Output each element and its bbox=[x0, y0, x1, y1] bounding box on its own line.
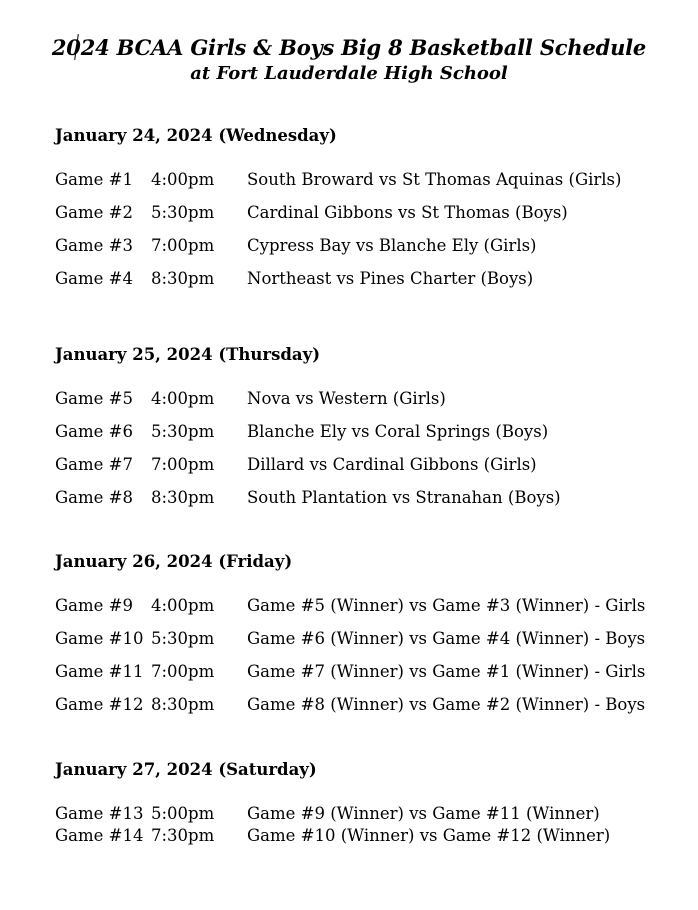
day-section-jan-25 bbox=[55, 344, 561, 520]
document-title: 2024 BCAA Girls & Boys Big 8 Basketball Schedule bbox=[51, 35, 647, 60]
game-list bbox=[55, 595, 646, 727]
day-header: January 26, 2024 (Friday) bbox=[55, 552, 293, 571]
game-row bbox=[55, 169, 622, 202]
game-row bbox=[55, 202, 568, 235]
game-row bbox=[55, 825, 611, 847]
game-row bbox=[55, 454, 537, 487]
game-time: 5:30pm bbox=[151, 422, 215, 441]
game-row bbox=[55, 487, 561, 520]
day-section-jan-26 bbox=[55, 551, 646, 727]
game-number: Game #1 bbox=[55, 170, 133, 189]
game-matchup: Cardinal Gibbons vs St Thomas (Boys) bbox=[247, 203, 568, 222]
game-list bbox=[55, 803, 611, 847]
game-number: Game #2 bbox=[55, 203, 133, 222]
game-number: Game #3 bbox=[55, 236, 133, 255]
game-number: Game #11 bbox=[55, 662, 144, 681]
game-row bbox=[55, 421, 549, 454]
game-matchup: Game #7 (Winner) vs Game #1 (Winner) - Girls bbox=[247, 662, 646, 681]
game-time: 5:30pm bbox=[151, 203, 215, 222]
game-row bbox=[55, 628, 646, 661]
game-number: Game #13 bbox=[55, 804, 144, 823]
game-row bbox=[55, 803, 600, 825]
game-number: Game #8 bbox=[55, 488, 133, 507]
day-section-jan-24 bbox=[55, 125, 622, 301]
game-matchup: Dillard vs Cardinal Gibbons (Girls) bbox=[247, 455, 537, 474]
day-header: January 25, 2024 (Thursday) bbox=[55, 345, 321, 364]
game-row bbox=[55, 694, 646, 727]
game-time: 5:00pm bbox=[151, 804, 215, 823]
game-time: 4:00pm bbox=[151, 596, 215, 615]
game-matchup: South Broward vs St Thomas Aquinas (Girls) bbox=[247, 170, 622, 189]
game-time: 8:30pm bbox=[151, 488, 215, 507]
document-subtitle: at Fort Lauderdale High School bbox=[190, 63, 508, 84]
game-time: 7:00pm bbox=[151, 455, 215, 474]
game-matchup: Blanche Ely vs Coral Springs (Boys) bbox=[247, 422, 549, 441]
game-matchup: Nova vs Western (Girls) bbox=[247, 389, 446, 408]
game-matchup: Game #8 (Winner) vs Game #2 (Winner) - Boys bbox=[247, 695, 646, 714]
day-header: January 24, 2024 (Wednesday) bbox=[55, 126, 337, 145]
game-matchup: Northeast vs Pines Charter (Boys) bbox=[247, 269, 534, 288]
game-number: Game #10 bbox=[55, 629, 144, 648]
game-time: 8:30pm bbox=[151, 269, 215, 288]
game-number: Game #5 bbox=[55, 389, 133, 408]
game-time: 7:30pm bbox=[151, 826, 215, 845]
game-number: Game #7 bbox=[55, 455, 133, 474]
game-matchup: Cypress Bay vs Blanche Ely (Girls) bbox=[247, 236, 537, 255]
game-matchup: Game #6 (Winner) vs Game #4 (Winner) - Boys bbox=[247, 629, 646, 648]
game-row bbox=[55, 388, 446, 421]
game-row bbox=[55, 595, 646, 628]
game-number: Game #14 bbox=[55, 826, 144, 845]
day-section-jan-27 bbox=[55, 759, 611, 847]
game-time: 7:00pm bbox=[151, 236, 215, 255]
game-time: 8:30pm bbox=[151, 695, 215, 714]
game-time: 4:00pm bbox=[151, 170, 215, 189]
game-matchup: Game #10 (Winner) vs Game #12 (Winner) bbox=[247, 826, 611, 845]
game-matchup: Game #9 (Winner) vs Game #11 (Winner) bbox=[247, 804, 600, 823]
game-list bbox=[55, 169, 622, 301]
game-matchup: South Plantation vs Stranahan (Boys) bbox=[247, 488, 561, 507]
game-number: Game #12 bbox=[55, 695, 144, 714]
game-time: 4:00pm bbox=[151, 389, 215, 408]
game-number: Game #9 bbox=[55, 596, 133, 615]
game-time: 5:30pm bbox=[151, 629, 215, 648]
game-row bbox=[55, 268, 534, 301]
game-row bbox=[55, 235, 537, 268]
game-row bbox=[55, 661, 646, 694]
game-matchup: Game #5 (Winner) vs Game #3 (Winner) - Girls bbox=[247, 596, 646, 615]
game-number: Game #4 bbox=[55, 269, 133, 288]
game-number: Game #6 bbox=[55, 422, 133, 441]
day-header: January 27, 2024 (Saturday) bbox=[55, 760, 317, 779]
game-time: 7:00pm bbox=[151, 662, 215, 681]
game-list bbox=[55, 388, 561, 520]
